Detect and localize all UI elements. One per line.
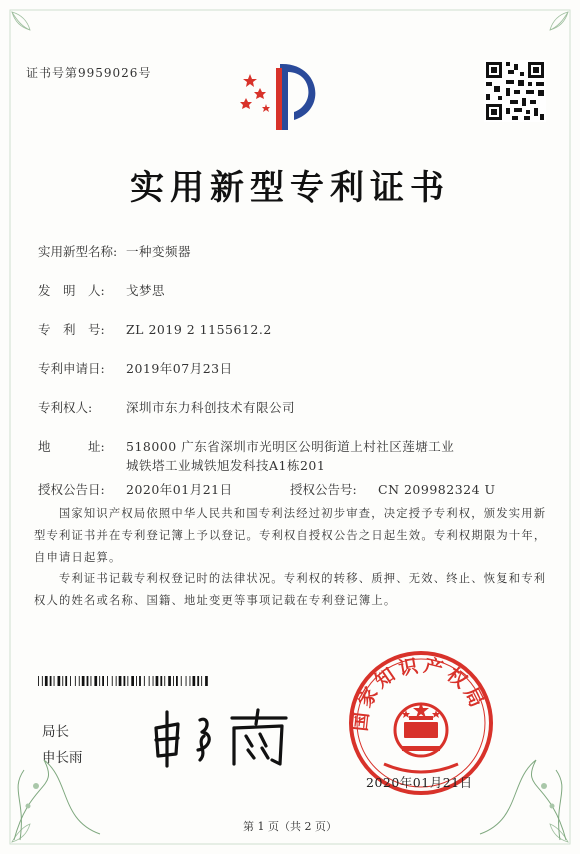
patentee-value: 深圳市东力科创技术有限公司 [126,400,296,415]
grant-number-row [290,480,496,498]
declaration-paragraph-1: 国家知识产权局依照中华人民共和国专利法经过初步审查，决定授予专利权，颁发实用新型专利证书并在专利登记簿上予以登记。专利权自授权公告之日起生效。专利权期限为十年，自申请日起算。 [34,507,547,564]
signer-title: 局长 [42,724,69,740]
address-row-2 [126,456,325,474]
barcode-icon [38,676,210,686]
patent-number-label: 专 利 号: [38,322,105,337]
cnipa-logo [236,58,326,134]
patentee-label: 专利权人: [38,400,93,415]
page-number: 第 1 页（共 2 页） [243,820,337,833]
inventor-value: 戈梦思 [126,283,166,298]
declaration-paragraph-2: 专利证书记载专利权登记时的法律状况。专利权的转移、质押、无效、终止、恢复和专利权人的姓名或名称、国籍、地址变更等事项记载在专利登记簿上。 [34,572,547,607]
application-date-value: 2019年07月23日 [126,361,233,376]
address-row [38,437,454,455]
inventor-label: 发 明 人: [38,283,105,298]
svg-text:国家知识产权局 [349,653,489,732]
certificate-number: 证书号第9959026号 [26,66,152,80]
grant-date-row [38,480,233,498]
seal-date: 2020年01月21日 [366,775,473,790]
seal-text: 国家知识产权局 [349,654,490,733]
grant-number-label: 授权公告号: [290,482,357,497]
utility-model-name-label: 实用新型名称: [38,244,118,259]
grant-date-value: 2020年01月21日 [126,482,233,497]
utility-model-name-value: 一种变频器 [126,244,192,259]
grant-number-value: CN 209982324 U [378,482,496,497]
address-line-1: 518000 广东省深圳市光明区公明街道上村社区莲塘工业 [126,439,455,454]
grant-date-label: 授权公告日: [38,482,105,497]
address-line-2: 城铁塔工业城铁旭发科技A1栋201 [126,458,326,473]
handwritten-signature [148,706,298,770]
qr-code-icon [484,60,546,122]
inventor-row [38,281,165,299]
application-date-label: 专利申请日: [38,361,105,376]
utility-model-name-row [38,242,191,260]
signer-name: 申长雨 [42,750,83,766]
patent-number-value: ZL 2019 2 1155612.2 [126,322,272,337]
certificate-title: 实用新型专利证书 [130,168,450,208]
patentee-row [38,398,295,416]
address-label: 地 址: [38,439,105,454]
application-date-row [38,359,233,377]
patent-number-row [38,320,272,338]
